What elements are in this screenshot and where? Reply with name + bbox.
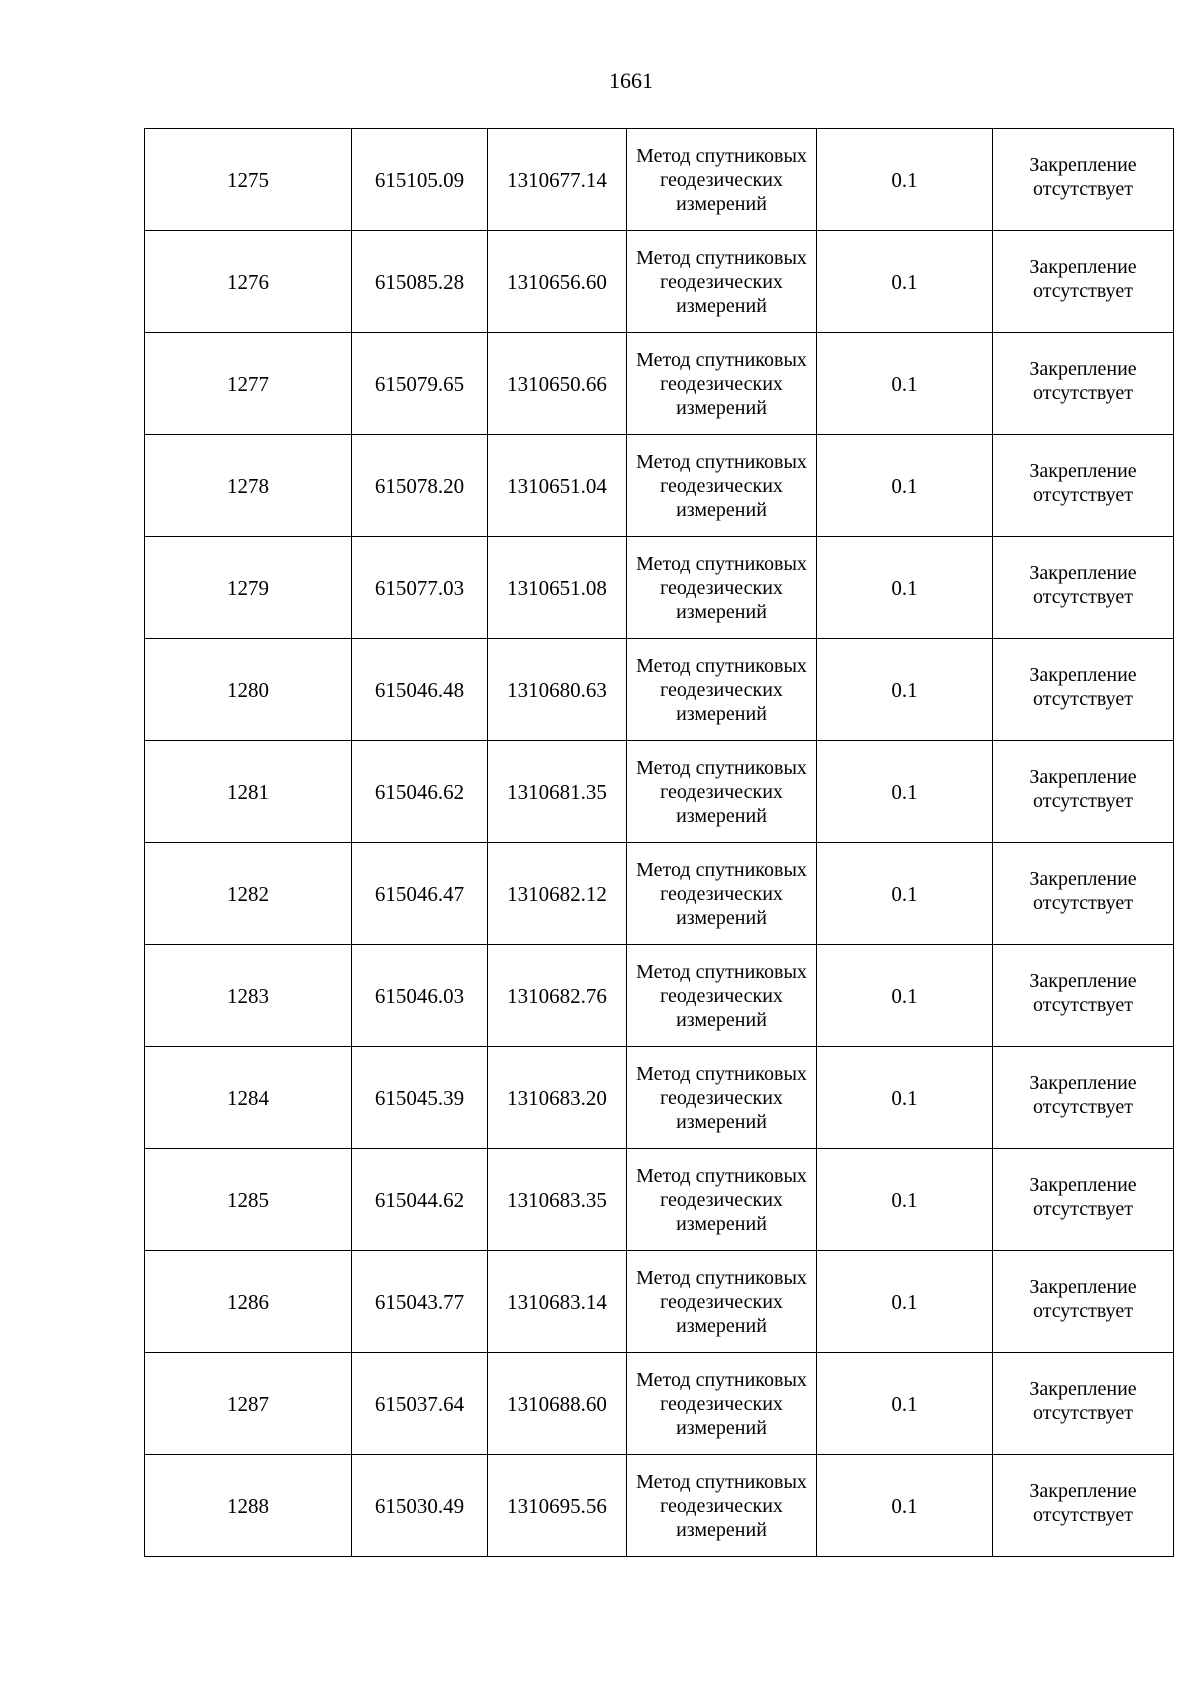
accuracy-cell [817, 1251, 993, 1353]
fixation-cell [993, 537, 1174, 639]
table-row [145, 435, 1174, 537]
table-row [145, 945, 1174, 1047]
coordinate-y-cell [488, 843, 627, 945]
point-number-cell-text: 1282 [227, 881, 269, 906]
point-number-cell-text: 1277 [227, 371, 269, 396]
coordinate-x-cell [352, 1353, 488, 1455]
coordinate-y-cell-text: 1310656.60 [507, 269, 607, 294]
point-number-cell [145, 129, 352, 231]
coordinate-y-cell [488, 741, 627, 843]
point-number-cell-text: 1285 [227, 1187, 269, 1212]
accuracy-cell [817, 843, 993, 945]
accuracy-cell-text: 0.1 [891, 677, 918, 702]
accuracy-cell-text: 0.1 [891, 167, 918, 192]
point-number-cell [145, 1047, 352, 1149]
coordinate-y-cell [488, 1353, 627, 1455]
table-row [145, 333, 1174, 435]
method-cell-text: Метод спутниковых геодезических измерений [636, 1470, 807, 1541]
method-cell [627, 1251, 817, 1353]
accuracy-cell [817, 435, 993, 537]
coordinate-x-cell [352, 741, 488, 843]
point-number-cell-text: 1283 [227, 983, 269, 1008]
fixation-cell-text: Закрепление отсутствует [1029, 1377, 1137, 1424]
point-number-cell [145, 945, 352, 1047]
table-row [145, 1455, 1174, 1557]
coordinate-y-cell-text: 1310681.35 [507, 779, 607, 804]
method-cell [627, 741, 817, 843]
fixation-cell-text: Закрепление отсутствует [1029, 153, 1137, 200]
table-body [145, 129, 1174, 1557]
method-cell [627, 333, 817, 435]
coordinate-y-cell-text: 1310680.63 [507, 677, 607, 702]
coordinate-y-cell [488, 537, 627, 639]
method-cell [627, 435, 817, 537]
table-row [145, 1353, 1174, 1455]
method-cell [627, 639, 817, 741]
accuracy-cell-text: 0.1 [891, 983, 918, 1008]
method-cell-text: Метод спутниковых геодезических измерений [636, 960, 807, 1031]
coordinate-x-cell-text: 615078.20 [374, 473, 465, 498]
fixation-cell-text: Закрепление отсутствует [1029, 1173, 1137, 1220]
accuracy-cell [817, 945, 993, 1047]
coordinate-x-cell [352, 1149, 488, 1251]
table-row [145, 1251, 1174, 1353]
accuracy-cell-text: 0.1 [891, 473, 918, 498]
coordinate-y-cell-text: 1310651.08 [507, 575, 607, 600]
coordinate-y-cell [488, 1047, 627, 1149]
coordinate-x-cell-text: 615043.77 [374, 1289, 465, 1314]
fixation-cell [993, 1353, 1174, 1455]
accuracy-cell [817, 129, 993, 231]
accuracy-cell-text: 0.1 [891, 1085, 918, 1110]
method-cell-text: Метод спутниковых геодезических измерений [636, 144, 807, 215]
coordinate-y-cell [488, 231, 627, 333]
point-number-cell [145, 639, 352, 741]
point-number-cell-text: 1288 [227, 1493, 269, 1518]
coordinate-y-cell [488, 945, 627, 1047]
accuracy-cell [817, 1353, 993, 1455]
coordinate-x-cell-text: 615079.65 [374, 371, 465, 396]
coordinate-y-cell [488, 333, 627, 435]
fixation-cell [993, 129, 1174, 231]
coordinate-y-cell-text: 1310683.20 [507, 1085, 607, 1110]
coordinate-x-cell [352, 231, 488, 333]
accuracy-cell [817, 1149, 993, 1251]
fixation-cell [993, 741, 1174, 843]
method-cell-text: Метод спутниковых геодезических измерений [636, 450, 807, 521]
method-cell-text: Метод спутниковых геодезических измерений [636, 246, 807, 317]
point-number-cell [145, 1149, 352, 1251]
point-number-cell-text: 1284 [227, 1085, 269, 1110]
point-number-cell-text: 1281 [227, 779, 269, 804]
coordinate-y-cell-text: 1310695.56 [507, 1493, 607, 1518]
point-number-cell [145, 741, 352, 843]
method-cell-text: Метод спутниковых геодезических измерений [636, 1062, 807, 1133]
coordinate-y-cell [488, 129, 627, 231]
accuracy-cell [817, 1047, 993, 1149]
method-cell [627, 843, 817, 945]
method-cell-text: Метод спутниковых геодезических измерений [636, 348, 807, 419]
coordinate-x-cell [352, 1455, 488, 1557]
method-cell-text: Метод спутниковых геодезических измерений [636, 552, 807, 623]
table-row [145, 129, 1174, 231]
coordinate-x-cell-text: 615045.39 [374, 1085, 465, 1110]
coordinate-y-cell-text: 1310683.14 [507, 1289, 607, 1314]
method-cell-text: Метод спутниковых геодезических измерений [636, 1368, 807, 1439]
fixation-cell-text: Закрепление отсутствует [1029, 765, 1137, 812]
method-cell [627, 945, 817, 1047]
coordinate-x-cell [352, 1251, 488, 1353]
table-row [145, 1149, 1174, 1251]
coordinate-x-cell [352, 129, 488, 231]
coordinates-table [144, 128, 1174, 1557]
method-cell [627, 1047, 817, 1149]
accuracy-cell-text: 0.1 [891, 881, 918, 906]
coordinate-x-cell-text: 615030.49 [374, 1493, 465, 1518]
fixation-cell [993, 1047, 1174, 1149]
method-cell-text: Метод спутниковых геодезических измерений [636, 858, 807, 929]
fixation-cell-text: Закрепление отсутствует [1029, 867, 1137, 914]
fixation-cell [993, 1455, 1174, 1557]
fixation-cell [993, 333, 1174, 435]
method-cell [627, 129, 817, 231]
method-cell [627, 1149, 817, 1251]
accuracy-cell [817, 537, 993, 639]
point-number-cell [145, 1251, 352, 1353]
table-row [145, 741, 1174, 843]
fixation-cell-text: Закрепление отсутствует [1029, 561, 1137, 608]
fixation-cell-text: Закрепление отсутствует [1029, 1071, 1137, 1118]
accuracy-cell-text: 0.1 [891, 371, 918, 396]
point-number-cell-text: 1278 [227, 473, 269, 498]
point-number-cell-text: 1286 [227, 1289, 269, 1314]
point-number-cell-text: 1275 [227, 167, 269, 192]
point-number-cell [145, 843, 352, 945]
coordinate-y-cell-text: 1310688.60 [507, 1391, 607, 1416]
coordinate-y-cell [488, 1251, 627, 1353]
table-row [145, 537, 1174, 639]
accuracy-cell [817, 639, 993, 741]
coordinate-x-cell-text: 615046.48 [374, 677, 465, 702]
point-number-cell-text: 1276 [227, 269, 269, 294]
coordinate-x-cell-text: 615085.28 [374, 269, 465, 294]
fixation-cell [993, 231, 1174, 333]
coordinate-y-cell-text: 1310650.66 [507, 371, 607, 396]
coordinate-x-cell [352, 435, 488, 537]
accuracy-cell-text: 0.1 [891, 269, 918, 294]
coordinate-x-cell-text: 615044.62 [374, 1187, 465, 1212]
fixation-cell [993, 1251, 1174, 1353]
point-number-cell [145, 1353, 352, 1455]
fixation-cell [993, 639, 1174, 741]
table-row [145, 639, 1174, 741]
point-number-cell [145, 537, 352, 639]
coordinate-x-cell-text: 615046.03 [374, 983, 465, 1008]
coordinate-x-cell-text: 615077.03 [374, 575, 465, 600]
coordinate-y-cell [488, 1455, 627, 1557]
method-cell-text: Метод спутниковых геодезических измерений [636, 1266, 807, 1337]
coordinate-x-cell [352, 639, 488, 741]
accuracy-cell [817, 333, 993, 435]
fixation-cell-text: Закрепление отсутствует [1029, 1275, 1137, 1322]
fixation-cell-text: Закрепление отсутствует [1029, 663, 1137, 710]
fixation-cell [993, 843, 1174, 945]
fixation-cell-text: Закрепление отсутствует [1029, 459, 1137, 506]
coordinate-x-cell-text: 615046.62 [374, 779, 465, 804]
fixation-cell [993, 945, 1174, 1047]
fixation-cell-text: Закрепление отсутствует [1029, 969, 1137, 1016]
coordinate-y-cell-text: 1310683.35 [507, 1187, 607, 1212]
fixation-cell-text: Закрепление отсутствует [1029, 255, 1137, 302]
coordinate-y-cell-text: 1310682.12 [507, 881, 607, 906]
accuracy-cell-text: 0.1 [891, 1493, 918, 1518]
coordinate-y-cell-text: 1310682.76 [507, 983, 607, 1008]
coordinate-x-cell-text: 615105.09 [374, 167, 465, 192]
coordinate-x-cell-text: 615046.47 [374, 881, 465, 906]
coordinate-y-cell [488, 435, 627, 537]
coordinate-x-cell [352, 537, 488, 639]
accuracy-cell [817, 231, 993, 333]
fixation-cell [993, 1149, 1174, 1251]
fixation-cell-text: Закрепление отсутствует [1029, 357, 1137, 404]
point-number-cell-text: 1280 [227, 677, 269, 702]
point-number-cell-text: 1287 [227, 1391, 269, 1416]
point-number-cell-text: 1279 [227, 575, 269, 600]
point-number-cell [145, 231, 352, 333]
accuracy-cell-text: 0.1 [891, 779, 918, 804]
point-number-cell [145, 435, 352, 537]
method-cell [627, 231, 817, 333]
page-number: 1661 [609, 68, 653, 93]
table-row [145, 843, 1174, 945]
fixation-cell [993, 435, 1174, 537]
coordinate-y-cell-text: 1310677.14 [507, 167, 607, 192]
accuracy-cell-text: 0.1 [891, 1289, 918, 1314]
coordinate-y-cell-text: 1310651.04 [507, 473, 607, 498]
method-cell [627, 1455, 817, 1557]
table-row [145, 1047, 1174, 1149]
coordinate-x-cell [352, 843, 488, 945]
fixation-cell-text: Закрепление отсутствует [1029, 1479, 1137, 1526]
coordinate-x-cell [352, 333, 488, 435]
point-number-cell [145, 1455, 352, 1557]
method-cell [627, 1353, 817, 1455]
coordinate-y-cell [488, 639, 627, 741]
accuracy-cell-text: 0.1 [891, 1391, 918, 1416]
accuracy-cell [817, 741, 993, 843]
method-cell-text: Метод спутниковых геодезических измерений [636, 654, 807, 725]
method-cell-text: Метод спутниковых геодезических измерений [636, 1164, 807, 1235]
coordinate-x-cell [352, 1047, 488, 1149]
accuracy-cell [817, 1455, 993, 1557]
coordinate-x-cell-text: 615037.64 [374, 1391, 465, 1416]
accuracy-cell-text: 0.1 [891, 1187, 918, 1212]
method-cell-text: Метод спутниковых геодезических измерений [636, 756, 807, 827]
coordinate-x-cell [352, 945, 488, 1047]
method-cell [627, 537, 817, 639]
accuracy-cell-text: 0.1 [891, 575, 918, 600]
table-row [145, 231, 1174, 333]
coordinate-y-cell [488, 1149, 627, 1251]
point-number-cell [145, 333, 352, 435]
